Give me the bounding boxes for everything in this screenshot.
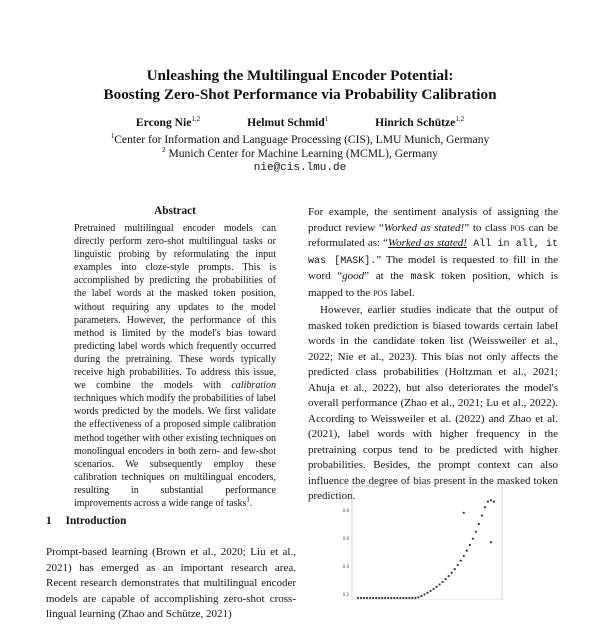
author-2 [247,116,328,129]
data-point [417,596,419,598]
data-point [378,597,380,599]
right-paragraph-2: However, earlier studies indicate that the output of masked token prediction is biased towards certain label words in the candidate token list (Weissweiler et al., 2022; Nie et al., 2023). This bias not only affects the predicted class probabilities (Holtzman et al., 2021; Ahuja et al., 2022), but also deteriorates the model's overall performance (Zhao et al., 2021; Lu et al., 2022). According to Weissweiler et al. (2022) and Zhao et al. (2021), label words with higher frequency in the pretraining corpus tend to be predicted with higher probabilities. Besides, the prompt context can also influence the degree of bias present in the masked token prediction. [308,304,558,502]
text-run: For example, the sentiment analysis of assigning the product review “ [308,206,558,234]
author-list [0,116,600,129]
data-point [408,597,410,599]
author-3 [375,116,464,129]
text-run: can be reformulated as: “ [308,221,558,249]
author-affil-mark: 1 [324,115,329,124]
data-point [369,597,371,599]
data-point [445,578,447,580]
footnote-mark: 1 [246,495,250,504]
section-title: Introduction [65,515,127,527]
author-affil-mark: 1,2 [191,115,201,124]
intro-paragraph: Prompt-based learning (Brown et al., 2020; Liu et al., 2021) has emerged as an important research area. Recent research demonstrates that multilingual encoder models are capable of accomplishing zero-shot cross-lingual learning (Zhao and Schütze, 2021) [46,546,296,621]
text-run: label. [387,286,415,299]
y-tick-label: 0.4 [342,564,349,569]
data-point [411,597,413,599]
data-point [396,597,398,599]
outlier-point [490,541,492,543]
data-point [460,560,462,562]
data-point [466,550,468,552]
data-point [475,531,477,533]
affiliation-mark: 2 [162,146,166,155]
paper-title [0,66,600,104]
author-affil-mark: 1,2 [455,115,465,124]
y-tick-label: 0.8 [342,508,349,513]
data-point [402,597,404,599]
abstract-heading: Abstract [154,205,196,217]
figure-probability-chart [330,472,530,600]
data-point [484,506,486,508]
data-point [469,544,471,546]
data-point [490,499,492,501]
label-pos: pos [373,286,388,299]
data-point [442,581,444,583]
section-heading-introduction [46,515,126,527]
author-name: Helmut Schmid [247,116,325,129]
data-point [387,597,389,599]
text-run: ” The model is requested to fill in the word “ [308,253,558,282]
affiliation-2 [0,147,600,160]
prompt-example: Worked as stated! [387,237,467,249]
data-point [390,597,392,599]
author-1 [136,116,200,129]
data-point [375,597,377,599]
data-point [448,575,450,577]
data-point [429,590,431,592]
data-point [414,597,416,599]
data-point [432,588,434,590]
author-name: Hinrich Schütze [375,116,456,129]
data-point [423,593,425,595]
affiliation-1 [0,133,600,146]
title-line-1: Unleashing the Multilingual Encoder Potential: [146,67,454,84]
data-point [399,597,401,599]
abstract-text-1: Pretrained multilingual encoder models can directly perform zero-shot multilingual tasks or linguistic probing by reformulating the input examples into cloze-style prompts. This is accomplished by predicting the probabilities of the label words at the masked token position, without requiring any updates to the model parameters. However, the performance of this method is limited by the model's bias toward predicting label words which frequently occurred during the pretraining. These words typically receive high probabilities. To address this issue, we combine the models with [74,223,276,392]
data-point [451,572,453,574]
data-point [372,597,374,599]
author-email: nie@cis.lmu.de [253,162,347,174]
label-word-good: good [342,270,365,282]
data-point [454,568,456,570]
data-point [463,555,465,557]
text-run: ” at the [364,270,411,282]
outlier-point [463,512,465,514]
data-point [384,597,386,599]
section-number: 1 [46,515,52,527]
data-point [472,538,474,540]
plot-frame [352,482,502,600]
text-run: ” to class [464,221,511,234]
affiliation-mark: 1 [110,132,115,141]
abstract-calibration-word: calibration [231,380,276,392]
right-column [308,205,558,505]
data-point [481,515,483,517]
review-example: Worked as stated! [383,221,465,234]
data-point [366,597,368,599]
data-point [405,597,407,599]
data-point [478,523,480,525]
data-point [357,597,359,599]
abstract-end: . [249,497,253,509]
text-run: token position, which is mapped to the [308,270,559,299]
data-point [360,597,362,599]
data-point [363,597,365,599]
chart-svg [330,472,530,600]
data-point [420,595,422,597]
label-pos: pos [510,221,525,234]
affiliation-text: Munich Center for Machine Learning (MCML), Germany [168,147,438,160]
data-point [457,564,459,566]
introduction-body [46,534,296,634]
data-point [439,583,441,585]
data-point [426,592,428,594]
data-point [435,586,437,588]
data-point [381,597,383,599]
mask-token: mask [410,272,435,283]
affiliation-text: Center for Information and Language Processing (CIS), LMU Munich, Germany [114,133,490,146]
abstract-text-2: techniques which modify the probabilities of label words predicted by the models. We first validate the effectiveness of a proposed simple calibration method together with other existing techniques on monolingual encoders in both zero- and few-shot scenarios. We subsequently employ these calibration techniques on multilingual encoders, resulting in substantial performance improvements across a wide range of tasks [74,393,277,509]
abstract-body [74,222,276,510]
prompt-template: All in all, it was [MASK]. [308,239,559,267]
right-paragraph-1 [308,205,558,301]
y-tick-label: 0.6 [342,536,349,541]
data-point [393,597,395,599]
data-point [487,501,489,503]
author-name: Ercong Nie [135,116,192,129]
title-line-2: Boosting Zero-Shot Performance via Probability Calibration [103,86,497,103]
data-point [493,501,495,503]
y-tick-label: 0.2 [342,592,349,597]
